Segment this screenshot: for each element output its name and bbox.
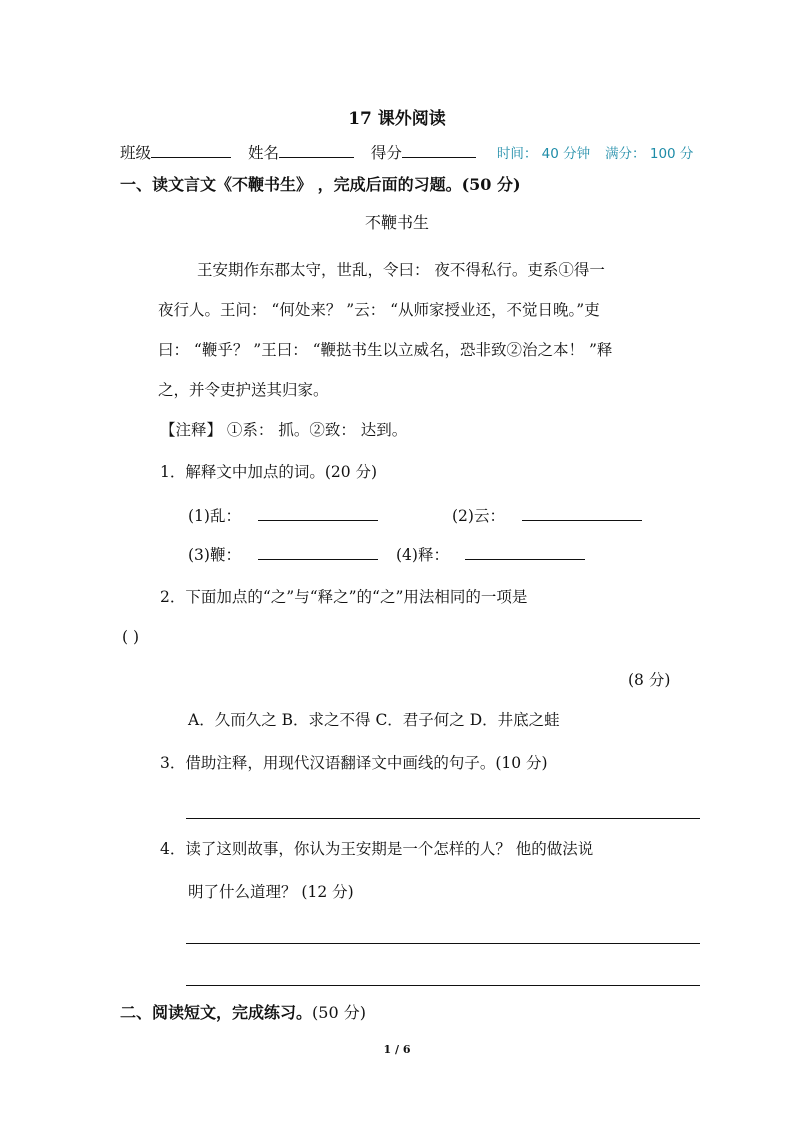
passage-line: 之，并令吏护送其归家。: [158, 381, 329, 399]
q3-answer-line[interactable]: [186, 818, 700, 819]
section1-heading: 一、读文言文《不鞭书生》 ，完成后面的习题。(50 分): [120, 175, 521, 194]
q2-options: A．久而久之 B．求之不得 C．君子何之 D．井底之蛙: [188, 711, 560, 729]
question-3: 3．借助注释，用现代汉语翻译文中画线的句子。(10 分): [160, 754, 548, 772]
q1-item: (2)云：: [452, 507, 505, 525]
q4-answer-line[interactable]: [186, 985, 700, 986]
class-label: 班级: [120, 144, 152, 162]
q1-answer-blank[interactable]: [258, 543, 378, 560]
section2-score: (50 分): [312, 1003, 366, 1022]
score-blank[interactable]: [402, 142, 476, 158]
page-title: 17 课外阅读: [348, 109, 446, 129]
q2-score: (8 分): [628, 671, 671, 689]
score-label: 得分: [370, 144, 402, 162]
time-limit: 时间： 40 分钟: [496, 146, 591, 162]
question-4: 4．读了这则故事，你认为王安期是一个怎样的人？ 他的做法说: [160, 840, 594, 858]
full-score: 满分： 100 分: [605, 146, 694, 162]
question-2: 2．下面加点的“之”与“释之”的“之”用法相同的一项是: [160, 588, 528, 606]
q1-answer-blank[interactable]: [465, 543, 585, 560]
passage-line: 夜行人。王问： “何处来？ ”云： “从师家授业还，不觉日晚。”吏: [158, 301, 600, 319]
q1-answer-blank[interactable]: [522, 504, 642, 521]
question-4-cont: 明了什么道理？ (12 分): [188, 883, 354, 901]
section2-heading: [120, 1000, 366, 1023]
q1-item: (1)乱：: [188, 507, 241, 525]
passage-line: 曰： “鞭乎？ ”王曰： “鞭挞书生以立威名，恐非致②治之本！ ”释: [158, 341, 613, 359]
passage-line: 王安期作东郡太守，世乱，令曰： 夜不得私行。吏系①得一: [197, 261, 605, 279]
page-number: 1 / 6: [383, 1043, 411, 1056]
q2-answer-paren[interactable]: ( ): [122, 628, 140, 646]
q4-answer-line[interactable]: [186, 943, 700, 944]
section2-title: 二、阅读短文，完成练习。: [120, 1003, 313, 1022]
q1-item: (4)释：: [396, 546, 449, 564]
class-blank[interactable]: [151, 142, 231, 158]
passage-title: 不鞭书生: [364, 213, 429, 232]
q1-item: (3)鞭：: [188, 546, 241, 564]
name-blank[interactable]: [279, 142, 354, 158]
name-label: 姓名: [247, 144, 279, 162]
annotation-note: 【注释】 ①系： 抓。②致： 达到。: [160, 421, 408, 439]
q1-answer-blank[interactable]: [258, 504, 378, 521]
student-info-row: [120, 141, 693, 163]
question-1: 1．解释文中加点的词。(20 分): [160, 463, 378, 481]
